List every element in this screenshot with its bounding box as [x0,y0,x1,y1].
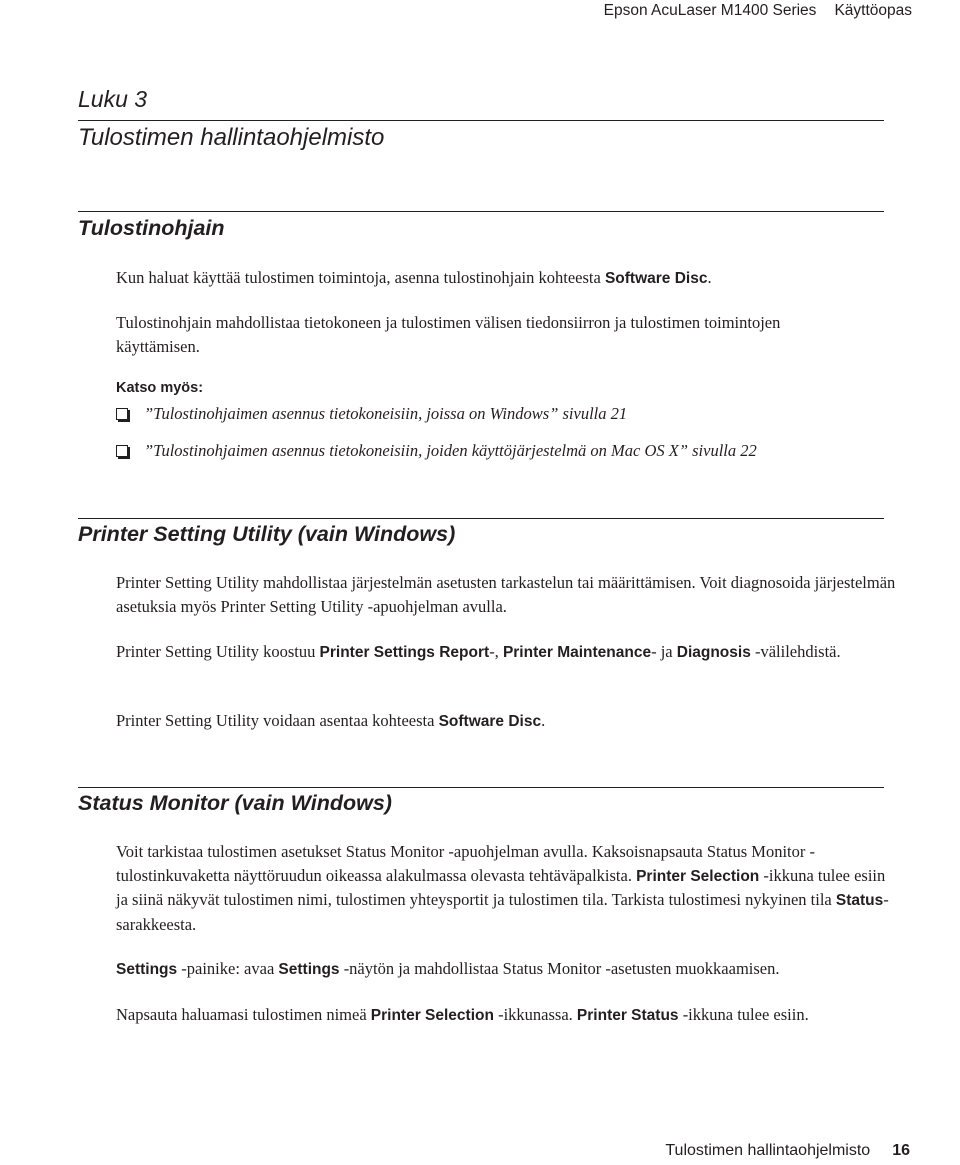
checkbox-bullet-icon [116,445,128,457]
paragraph: Printer Setting Utility voidaan asentaa kohteesta Software Disc. [116,711,546,730]
header-doc-type: Käyttöopas [834,2,912,19]
page-number: 16 [892,1142,910,1159]
section-title-status-monitor: Status Monitor (vain Windows) [78,791,392,815]
paragraph: Napsauta haluamasi tulostimen nimeä Printer Selection -ikkunassa. Printer Status -ikkuna tulee esiin. [116,1005,809,1024]
checkbox-bullet-icon [116,408,128,420]
footer-section-title: Tulostimen hallintaohjelmisto [665,1142,871,1159]
paragraph: Kun haluat käyttää tulostimen toimintoja, asenna tulostinohjain kohteesta Software Disc. [116,268,712,287]
paragraph: Settings -painike: avaa Settings -näytön ja mahdollistaa Status Monitor -asetusten muokkaamisen. [116,959,780,978]
header-product: Epson AcuLaser M1400 Series [603,2,817,19]
column-name-term: Status [835,892,884,909]
paragraph: Printer Setting Utility mahdollistaa järjestelmän asetusten tarkastelun tai määrittämisen. Voit diagnosoida järjestelmän asetuksia myös Printer Setting Utility -apuohjelman avulla. [116,573,896,616]
section-divider [78,211,884,212]
button-name-term: Settings [116,961,178,978]
chapter-label: Luku 3 [78,86,148,112]
window-name-term: Printer Selection [636,867,760,885]
chapter-title: Tulostimen hallintaohjelmisto [78,124,385,151]
chapter-divider [78,120,884,121]
section-title-printer-driver: Tulostinohjain [78,216,225,240]
screen-name-term: Settings [278,961,340,978]
tab-name-term: Printer Maintenance [502,644,652,661]
section-title-printer-setting-utility: Printer Setting Utility (vain Windows) [78,522,456,546]
see-also-link-windows[interactable]: ”Tulostinohjaimen asennus tietokoneisiin, joissa on Windows” sivulla 21 [116,404,627,424]
software-disc-term: Software Disc [438,713,542,730]
tab-name-term: Diagnosis [676,644,751,661]
running-header [604,0,912,22]
software-disc-term: Software Disc [604,270,708,287]
section-divider [78,518,884,519]
see-also-link-mac[interactable]: ”Tulostinohjaimen asennus tietokoneisiin, joiden käyttöjärjestelmä on Mac OS X” sivulla 22 [116,441,757,461]
paragraph: Voit tarkistaa tulostimen asetukset Status Monitor -apuohjelman avulla. Kaksoisnapsauta Status Monitor -tulostinkuvaketta näyttöruudun oikeassa alakulmassa olevasta tehtäväpalkista. Printer Selection -ikkuna tulee esiin ja siinä näkyvät tulostimen nimi, tulostimen yhteysportit ja tulostimen tila. Tarkista tulostimesi nykyinen tila Status-sarakkeesta. [116,842,889,934]
window-name-term: Printer Status [576,1007,679,1024]
section-divider [78,787,884,788]
window-name-term: Printer Selection [370,1007,494,1024]
see-also-label: Katso myös: [116,380,204,396]
paragraph: Printer Setting Utility koostuu Printer Settings Report-, Printer Maintenance- ja Diagnosis -välilehdistä. [116,642,841,661]
tab-name-term: Printer Settings Report [319,644,490,661]
paragraph: Tulostinohjain mahdollistaa tietokoneen ja tulostimen välisen tiedonsiirron ja tulostimen toimintojen käyttämisen. [116,313,781,356]
page-footer [665,1142,910,1160]
